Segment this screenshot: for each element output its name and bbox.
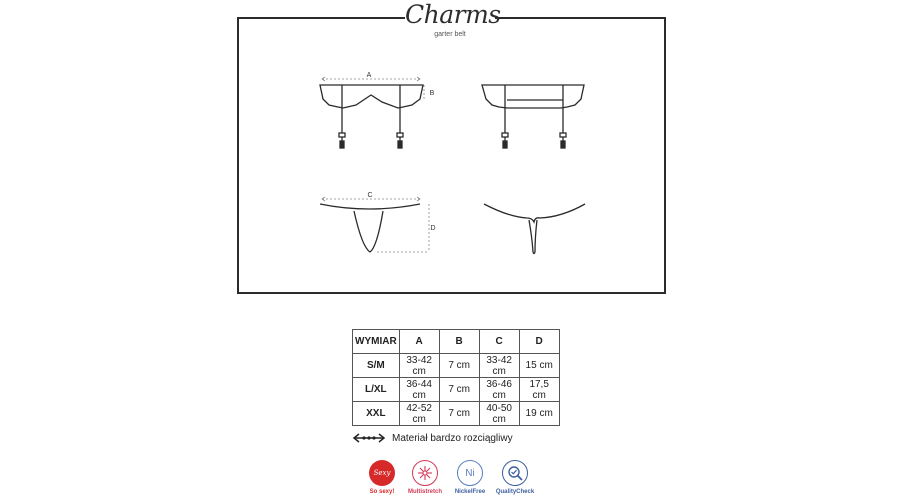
badge-label: NickelFree — [454, 489, 486, 495]
size-table — [352, 329, 560, 426]
badge-nickelfree — [447, 460, 493, 495]
header-b: B — [439, 330, 479, 354]
table-header-row — [353, 330, 560, 354]
product-subtitle: garter belt — [434, 31, 466, 38]
badge-label: So sexy! — [369, 489, 395, 495]
dimension-label-d: D — [430, 225, 436, 232]
stretch-arrow-icon — [352, 433, 386, 443]
value-cell: 19 cm — [519, 402, 559, 426]
badge-multistretch — [402, 460, 448, 495]
multistretch-icon — [412, 460, 438, 486]
badge-qualitycheck — [492, 460, 538, 495]
value-cell: 7 cm — [439, 354, 479, 378]
qualitycheck-icon — [502, 460, 528, 486]
value-cell: 36-44 cm — [399, 378, 439, 402]
value-cell: 42-52 cm — [399, 402, 439, 426]
sexy-icon: Sexy — [369, 460, 395, 486]
header-d: D — [519, 330, 559, 354]
thong-back — [484, 204, 585, 254]
brand-title: Charms — [405, 0, 501, 29]
size-cell: S/M — [353, 354, 400, 378]
dimension-label-a: A — [366, 72, 372, 79]
dimension-label-b: B — [429, 90, 435, 97]
header-c: C — [479, 330, 519, 354]
value-cell: 7 cm — [439, 402, 479, 426]
value-cell: 7 cm — [439, 378, 479, 402]
garter-belt-front — [320, 77, 424, 148]
table-row — [353, 378, 560, 402]
stretch-note-text: Materiał bardzo rozciągliwy — [392, 432, 513, 444]
dimension-label-c: C — [367, 192, 373, 199]
badge-so-sexy — [359, 460, 405, 495]
title-block — [405, 0, 501, 44]
thong-front — [320, 197, 429, 252]
value-cell: 17,5 cm — [519, 378, 559, 402]
stretch-note — [352, 431, 513, 445]
garter-belt-back — [482, 85, 584, 148]
size-cell: XXL — [353, 402, 400, 426]
value-cell: 15 cm — [519, 354, 559, 378]
badge-label: QualityCheck — [495, 489, 535, 495]
value-cell: 40-50 cm — [479, 402, 519, 426]
size-cell: L/XL — [353, 378, 400, 402]
value-cell: 33-42 cm — [479, 354, 519, 378]
product-diagram — [237, 17, 666, 294]
header-a: A — [399, 330, 439, 354]
feature-badges — [364, 460, 540, 500]
table-row — [353, 402, 560, 426]
table-row — [353, 354, 560, 378]
nickelfree-icon: Ni — [457, 460, 483, 486]
value-cell: 33-42 cm — [399, 354, 439, 378]
value-cell: 36-46 cm — [479, 378, 519, 402]
header-wymiar: WYMIAR — [353, 330, 400, 354]
badge-label: Multistretch — [407, 489, 442, 495]
